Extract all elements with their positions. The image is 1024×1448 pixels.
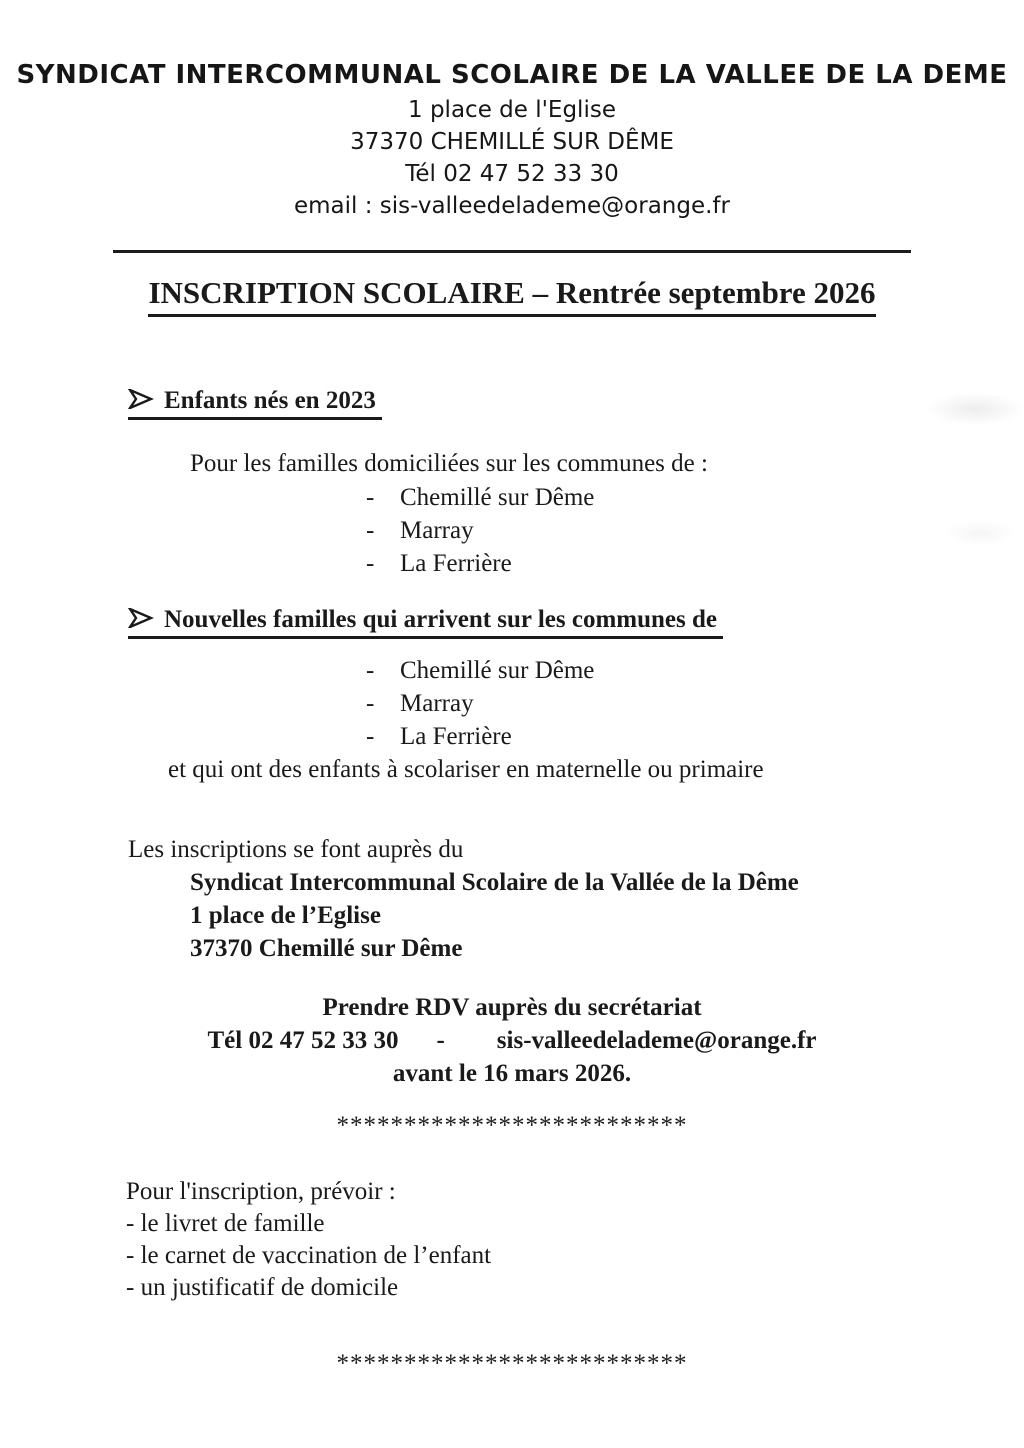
rdv-email: sis-valleedelademe@orange.fr [496, 1027, 817, 1054]
commune-name: Marray [400, 517, 474, 544]
rdv-contact-line [0, 1024, 1024, 1057]
checklist-item: - le carnet de vaccination de l’enfant [126, 1242, 492, 1269]
rdv-deadline: avant le 16 mars 2026. [392, 1060, 632, 1087]
section-nouvelles-outro: et qui ont des enfants à scolariser en maternelle ou primaire [168, 756, 764, 783]
section-heading-label: Enfants nés en 2023 [164, 387, 376, 414]
section-heading-nouvelles [128, 606, 1024, 639]
list-item [366, 720, 1024, 753]
checklist [126, 1176, 1024, 1304]
org-email: email : sis-valleedelademe@orange.fr [294, 193, 730, 219]
org-name: SYNDICAT INTERCOMMUNAL SCOLAIRE DE LA VALLEE DE LA DEME [16, 60, 1008, 90]
inscriptions-org: Syndicat Intercommunal Scolaire de la Vallée de la Dême [190, 869, 799, 896]
asterisk-separator: ************************** [336, 1350, 688, 1377]
org-phone: Tél 02 47 52 33 30 [405, 161, 619, 187]
section-enfants-intro: Pour les familles domiciliées sur les communes de : [190, 450, 708, 477]
letterhead [0, 0, 1024, 222]
list-item [366, 547, 1024, 580]
rdv-instruction: Prendre RDV auprès du secrétariat [322, 994, 702, 1021]
commune-list-nouvelles [366, 654, 1024, 753]
dash-bullet: - [366, 484, 375, 511]
divider-rule [113, 250, 911, 253]
checklist-item: - un justificatif de domicile [126, 1274, 399, 1301]
arrowhead-bullet-icon [128, 389, 154, 409]
rdv-separator: - [436, 1027, 445, 1054]
commune-list-enfants [366, 481, 1024, 580]
asterisk-separator: ************************** [336, 1112, 688, 1139]
checklist-item: - le livret de famille [126, 1210, 325, 1237]
dash-bullet: - [366, 657, 375, 684]
commune-name: Chemillé sur Dême [400, 657, 595, 684]
inscriptions-address-block [190, 866, 1024, 965]
commune-name: Chemillé sur Dême [400, 484, 595, 511]
dash-bullet: - [366, 723, 375, 750]
inscriptions-intro: Les inscriptions se font auprès du [128, 836, 464, 863]
dash-bullet: - [366, 690, 375, 717]
commune-name: Marray [400, 690, 474, 717]
list-item [366, 654, 1024, 687]
page-title: INSCRIPTION SCOLAIRE – Rentrée septembre 2026 [148, 275, 875, 317]
org-city: 37370 CHEMILLÉ SUR DÊME [350, 129, 674, 155]
rdv-block [0, 991, 1024, 1090]
commune-name: La Ferrière [400, 723, 512, 750]
rdv-phone: Tél 02 47 52 33 30 [207, 1027, 399, 1054]
org-address: 1 place de l'Eglise [408, 97, 616, 123]
list-item [366, 687, 1024, 720]
inscriptions-city: 37370 Chemillé sur Dême [190, 935, 463, 962]
section-heading-label: Nouvelles familles qui arrivent sur les communes de [164, 606, 717, 633]
dash-bullet: - [366, 550, 375, 577]
list-item [366, 481, 1024, 514]
commune-name: La Ferrière [400, 550, 512, 577]
dash-bullet: - [366, 517, 375, 544]
section-heading-enfants [128, 387, 1024, 420]
checklist-intro: Pour l'inscription, prévoir : [126, 1178, 396, 1205]
inscriptions-address: 1 place de l’Eglise [190, 902, 381, 929]
title-row [0, 275, 1024, 317]
arrowhead-bullet-icon [128, 608, 154, 628]
list-item [366, 514, 1024, 547]
